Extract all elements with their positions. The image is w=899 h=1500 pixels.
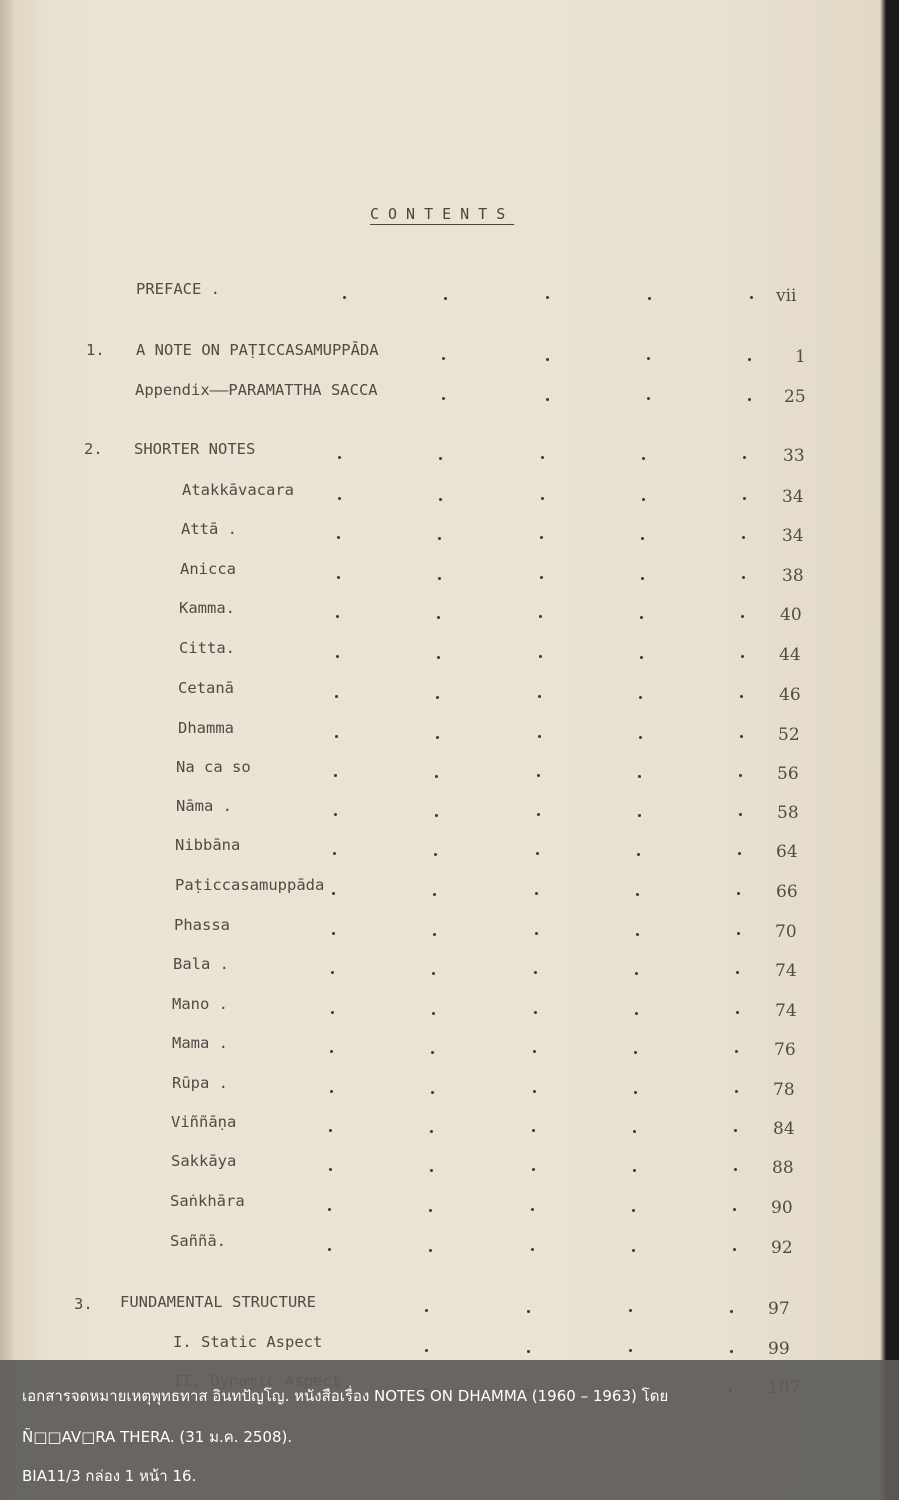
leader-dot xyxy=(336,655,339,658)
leader-dot xyxy=(635,1012,638,1015)
toc-entry-page: 70 xyxy=(775,922,797,942)
leader-dot xyxy=(329,1168,332,1171)
toc-entry-page: 1 xyxy=(795,347,806,367)
leader-dot xyxy=(538,735,541,738)
toc-entry-title: Na ca so xyxy=(176,758,251,776)
toc-entry xyxy=(0,1074,899,1098)
toc-entry-page: 84 xyxy=(773,1119,795,1139)
toc-entry-number: 3. xyxy=(74,1295,93,1313)
leader-dot xyxy=(337,576,340,579)
toc-entry-title: PREFACE . xyxy=(136,280,220,298)
leader-dot xyxy=(638,814,641,817)
leader-dot xyxy=(338,497,341,500)
toc-entry-page: 33 xyxy=(783,446,805,466)
leader-dot xyxy=(330,1050,333,1053)
leader-dot xyxy=(639,736,642,739)
contents-heading: CONTENTS xyxy=(370,205,515,223)
leader-dot xyxy=(735,1090,738,1093)
leader-dot xyxy=(433,893,436,896)
toc-entry-page: 97 xyxy=(768,1299,790,1319)
leader-dot xyxy=(739,813,742,816)
leader-dot xyxy=(737,932,740,935)
leader-dot xyxy=(436,736,439,739)
toc-entry-title: Viññāṇa xyxy=(171,1113,237,1131)
toc-entry-title: FUNDAMENTAL STRUCTURE xyxy=(120,1293,316,1311)
leader-dot xyxy=(531,1248,534,1251)
leader-dot xyxy=(444,297,447,300)
leader-dot xyxy=(736,1011,739,1014)
toc-entry xyxy=(0,876,899,900)
toc-entry-page: 74 xyxy=(775,961,797,981)
leader-dot xyxy=(430,1169,433,1172)
toc-entry xyxy=(0,995,899,1019)
leader-dot xyxy=(330,1090,333,1093)
toc-entry xyxy=(0,1192,899,1216)
leader-dot xyxy=(632,1209,635,1212)
toc-entry-page: 90 xyxy=(771,1198,793,1218)
leader-dot xyxy=(541,497,544,500)
leader-dot xyxy=(435,814,438,817)
toc-entry-page: 25 xyxy=(784,387,806,407)
leader-dot xyxy=(750,296,753,299)
leader-dot xyxy=(439,498,442,501)
leader-dot xyxy=(648,297,651,300)
leader-dot xyxy=(536,852,539,855)
leader-dot xyxy=(546,398,549,401)
toc-entry xyxy=(0,481,899,505)
toc-entry xyxy=(0,719,899,743)
leader-dot xyxy=(435,775,438,778)
toc-entry-title: Mano . xyxy=(172,995,228,1013)
leader-dot xyxy=(432,972,435,975)
leader-dot xyxy=(734,1129,737,1132)
leader-dot xyxy=(429,1209,432,1212)
toc-entry-page: 66 xyxy=(776,882,798,902)
leader-dot xyxy=(531,1208,534,1211)
toc-entry xyxy=(0,758,899,782)
archive-caption xyxy=(0,1360,899,1500)
leader-dot xyxy=(539,615,542,618)
leader-dot xyxy=(546,296,549,299)
toc-entry xyxy=(0,1113,899,1137)
toc-entry-title: Saṅkhāra xyxy=(170,1192,245,1210)
leader-dot xyxy=(629,1309,632,1312)
leader-dot xyxy=(642,498,645,501)
leader-dot xyxy=(636,893,639,896)
toc-entry-title: SHORTER NOTES xyxy=(134,440,256,458)
toc-entry-page: 64 xyxy=(776,842,798,862)
leader-dot xyxy=(532,1129,535,1132)
toc-entry-page: 38 xyxy=(782,566,804,586)
leader-dot xyxy=(742,576,745,579)
toc-entry-title: A NOTE ON PAṬICCASAMUPPĀDA xyxy=(136,341,379,359)
toc-entry xyxy=(0,955,899,979)
leader-dot xyxy=(532,1168,535,1171)
leader-dot xyxy=(540,536,543,539)
toc-entry xyxy=(0,440,899,464)
leader-dot xyxy=(635,972,638,975)
toc-entry-title: Cetanā xyxy=(178,679,234,697)
leader-dot xyxy=(546,358,549,361)
toc-entry-page: 52 xyxy=(778,725,800,745)
toc-entry-title: Citta. xyxy=(179,639,235,657)
leader-dot xyxy=(636,933,639,936)
toc-entry-page: 76 xyxy=(774,1040,796,1060)
leader-dot xyxy=(743,456,746,459)
leader-dot xyxy=(329,1129,332,1132)
toc-entry-page: 44 xyxy=(779,645,801,665)
toc-entry xyxy=(0,381,899,405)
toc-entry xyxy=(0,1152,899,1176)
toc-entry-page: 40 xyxy=(780,605,802,625)
toc-entry xyxy=(0,1293,899,1317)
leader-dot xyxy=(538,695,541,698)
leader-dot xyxy=(535,892,538,895)
leader-dot xyxy=(431,1051,434,1054)
leader-dot xyxy=(331,1011,334,1014)
toc-entry xyxy=(0,1034,899,1058)
toc-entry-page: 88 xyxy=(772,1158,794,1178)
toc-entry-title: Appendix——PARAMATTHA SACCA xyxy=(135,381,378,399)
leader-dot xyxy=(647,357,650,360)
toc-entry xyxy=(0,836,899,860)
toc-entry xyxy=(0,520,899,544)
leader-dot xyxy=(334,774,337,777)
toc-entry-title: Anicca xyxy=(180,560,236,578)
leader-dot xyxy=(639,696,642,699)
leader-dot xyxy=(533,1050,536,1053)
leader-dot xyxy=(332,892,335,895)
toc-entry-title: I. Static Aspect xyxy=(173,1333,323,1351)
caption-line-1: เอกสารจดหมายเหตุพุทธทาส อินทปัญโญ. หนังสือเรื่อง NOTES ON DHAMMA (1960 – 1963) โดย xyxy=(22,1387,669,1405)
leader-dot xyxy=(634,1051,637,1054)
leader-dot xyxy=(640,616,643,619)
toc-entry xyxy=(0,280,899,304)
leader-dot xyxy=(432,1012,435,1015)
leader-dot xyxy=(430,1130,433,1133)
leader-dot xyxy=(741,655,744,658)
toc-entry xyxy=(0,916,899,940)
leader-dot xyxy=(736,971,739,974)
leader-dot xyxy=(633,1130,636,1133)
leader-dot xyxy=(434,853,437,856)
leader-dot xyxy=(634,1091,637,1094)
leader-dot xyxy=(537,813,540,816)
toc-entry-number: 1. xyxy=(86,341,105,359)
toc-entry xyxy=(0,1333,899,1357)
leader-dot xyxy=(534,971,537,974)
leader-dot xyxy=(537,774,540,777)
toc-entry-title: Atakkāvacara xyxy=(182,481,294,499)
toc-entry-title: Bala . xyxy=(173,955,229,973)
leader-dot xyxy=(437,616,440,619)
toc-entry-title: Nibbāna xyxy=(175,836,241,854)
leader-dot xyxy=(328,1208,331,1211)
leader-dot xyxy=(629,1349,632,1352)
leader-dot xyxy=(730,1350,733,1353)
leader-dot xyxy=(748,398,751,401)
leader-dot xyxy=(735,1050,738,1053)
leader-dot xyxy=(733,1208,736,1211)
toc-entry xyxy=(0,599,899,623)
leader-dot xyxy=(632,1249,635,1252)
toc-entry-title: Nāma . xyxy=(176,797,232,815)
toc-entry-title: Saññā. xyxy=(170,1232,226,1250)
leader-dot xyxy=(535,932,538,935)
toc-entry xyxy=(0,560,899,584)
leader-dot xyxy=(633,1169,636,1172)
toc-entry-page: 46 xyxy=(779,685,801,705)
leader-dot xyxy=(739,774,742,777)
leader-dot xyxy=(333,852,336,855)
toc-entry-title: Rūpa . xyxy=(172,1074,228,1092)
caption-line-3: BIA11/3 กล่อง 1 หน้า 16. xyxy=(22,1467,197,1485)
toc-entry-title: Sakkāya xyxy=(171,1152,237,1170)
leader-dot xyxy=(741,615,744,618)
leader-dot xyxy=(541,456,544,459)
leader-dot xyxy=(734,1168,737,1171)
toc-entry xyxy=(0,639,899,663)
leader-dot xyxy=(431,1091,434,1094)
toc-entry-page: vii xyxy=(776,286,797,306)
leader-dot xyxy=(737,892,740,895)
leader-dot xyxy=(641,577,644,580)
toc-entry-title: Phassa xyxy=(174,916,230,934)
leader-dot xyxy=(335,735,338,738)
leader-dot xyxy=(338,456,341,459)
leader-dot xyxy=(640,656,643,659)
leader-dot xyxy=(438,577,441,580)
toc-entry xyxy=(0,679,899,703)
leader-dot xyxy=(425,1349,428,1352)
leader-dot xyxy=(436,696,439,699)
toc-entry xyxy=(0,1232,899,1256)
leader-dot xyxy=(337,536,340,539)
leader-dot xyxy=(638,775,641,778)
leader-dot xyxy=(637,853,640,856)
leader-dot xyxy=(730,1310,733,1313)
toc-entry-title: Paṭiccasamuppāda xyxy=(175,876,325,894)
leader-dot xyxy=(641,537,644,540)
leader-dot xyxy=(433,933,436,936)
leader-dot xyxy=(439,457,442,460)
leader-dot xyxy=(743,497,746,500)
leader-dot xyxy=(328,1248,331,1251)
leader-dot xyxy=(527,1310,530,1313)
leader-dot xyxy=(539,655,542,658)
leader-dot xyxy=(642,457,645,460)
page-binding-edge xyxy=(0,0,14,1500)
leader-dot xyxy=(527,1350,530,1353)
leader-dot xyxy=(733,1248,736,1251)
leader-dot xyxy=(437,656,440,659)
toc-entry xyxy=(0,341,899,365)
leader-dot xyxy=(334,813,337,816)
leader-dot xyxy=(438,537,441,540)
leader-dot xyxy=(647,397,650,400)
leader-dot xyxy=(748,358,751,361)
toc-entry-page: 34 xyxy=(782,487,804,507)
leader-dot xyxy=(540,576,543,579)
toc-entry-page: 74 xyxy=(775,1001,797,1021)
toc-entry-title: Mama . xyxy=(172,1034,228,1052)
leader-dot xyxy=(336,615,339,618)
leader-dot xyxy=(533,1090,536,1093)
leader-dot xyxy=(534,1011,537,1014)
toc-entry-page: 34 xyxy=(782,526,804,546)
leader-dot xyxy=(332,932,335,935)
toc-entry-page: 99 xyxy=(768,1339,790,1359)
leader-dot xyxy=(740,735,743,738)
toc-entry-page: 58 xyxy=(777,803,799,823)
leader-dot xyxy=(429,1249,432,1252)
leader-dot xyxy=(331,971,334,974)
caption-line-2: Ñ□□AV□RA THERA. (31 ม.ค. 2508). xyxy=(22,1428,293,1446)
leader-dot xyxy=(442,357,445,360)
leader-dot xyxy=(738,852,741,855)
toc-entry-title: Attā . xyxy=(181,520,237,538)
leader-dot xyxy=(343,296,346,299)
leader-dot xyxy=(742,536,745,539)
leader-dot xyxy=(740,695,743,698)
leader-dot xyxy=(442,397,445,400)
toc-entry-page: 92 xyxy=(771,1238,793,1258)
toc-entry xyxy=(0,797,899,821)
leader-dot xyxy=(335,695,338,698)
toc-entry-number: 2. xyxy=(84,440,103,458)
toc-entry-page: 78 xyxy=(773,1080,795,1100)
toc-entry-title: Kamma. xyxy=(179,599,235,617)
toc-entry-title: Dhamma xyxy=(178,719,234,737)
toc-entry-page: 56 xyxy=(777,764,799,784)
leader-dot xyxy=(425,1309,428,1312)
